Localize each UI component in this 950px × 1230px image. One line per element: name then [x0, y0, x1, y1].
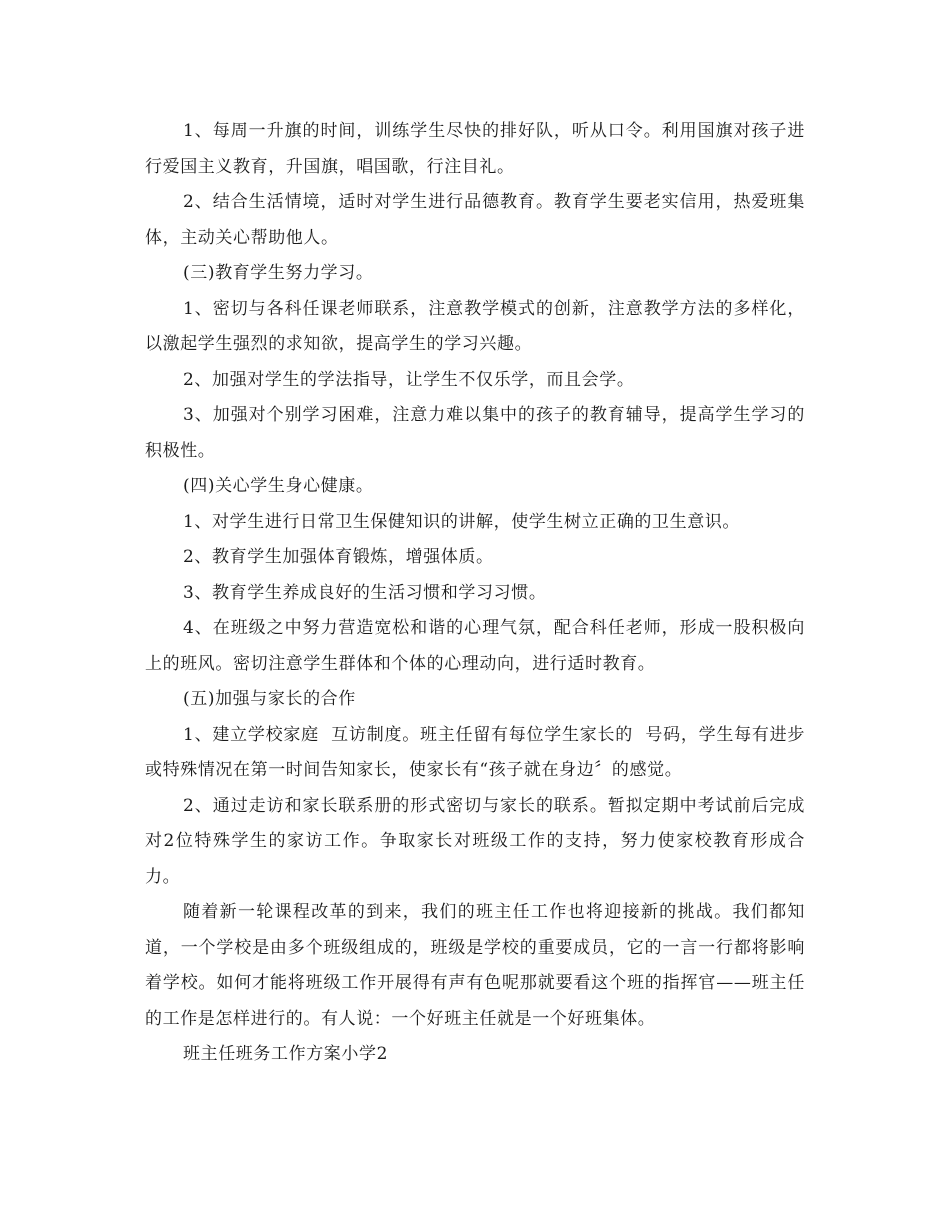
- section-heading-3: (三)教育学生努力学习。: [183, 263, 374, 283]
- paragraph-10: 3、教育学生养成良好的生活习惯和学习习惯。: [183, 582, 547, 603]
- section-heading-5: (五)加强与家长的合作: [183, 689, 356, 709]
- section-heading-4: (四)关心学生身心健康。: [183, 476, 374, 496]
- paragraph-4: 1、密切与各科任课老师联系，注意教学模式的创新，注意教学方法的多样化，以激起学生强烈的求知欲，提高学生的学习兴趣。: [145, 298, 805, 354]
- paragraph-11: 4、在班级之中努力营造宽松和谐的心理气氛，配合科任老师，形成一股积极向上的班风。密切注意学生群体和个体的心理动向，进行适时教育。: [145, 618, 805, 674]
- document-body: [145, 114, 805, 1073]
- paragraph-13: 1、建立学校家庭 互访制度。班主任留有每位学生家长的 号码，学生每有进步或特殊情况在第一时间告知家长，使家长有“孩子就在身边〞的感觉。: [145, 724, 805, 780]
- next-section-title: 班主任班务工作方案小学2: [183, 1044, 389, 1064]
- paragraph-15: 随着新一轮课程改革的到来，我们的班主任工作也将迎接新的挑战。我们都知道，一个学校是由多个班级组成的，班级是学校的重要成员，它的一言一行都将影响着学校。如何才能将班级工作开展得有声有色呢那就要看这个班的指挥官——班主任的工作是怎样进行的。有人说：一个好班主任就是一个好班集体。: [145, 902, 805, 1029]
- paragraph-6: 3、加强对个别学习困难，注意力难以集中的孩子的教育辅导，提高学生学习的积极性。: [145, 405, 805, 461]
- paragraph-14: 2、通过走访和家长联系册的形式密切与家长的联系。暂拟定期中考试前后完成对2位特殊学生的家访工作。争取家长对班级工作的支持，努力使家校教育形成合力。: [145, 795, 805, 887]
- paragraph-9: 2、教育学生加强体育锻炼，增强体质。: [183, 547, 494, 567]
- paragraph-2: 2、结合生活情境，适时对学生进行品德教育。教育学生要老实信用，热爱班集体，主动关心帮助他人。: [145, 192, 805, 248]
- paragraph-8: 1、对学生进行日常卫生保健知识的讲解，使学生树立正确的卫生意识。: [183, 511, 741, 532]
- paragraph-1: 1、每周一升旗的时间，训练学生尽快的排好队，听从口令。利用国旗对孩子进行爱国主义教育，升国旗，唱国歌，行注目礼。: [145, 121, 805, 177]
- paragraph-5: 2、加强对学生的学法指导，让学生不仅乐学，而且会学。: [183, 369, 635, 390]
